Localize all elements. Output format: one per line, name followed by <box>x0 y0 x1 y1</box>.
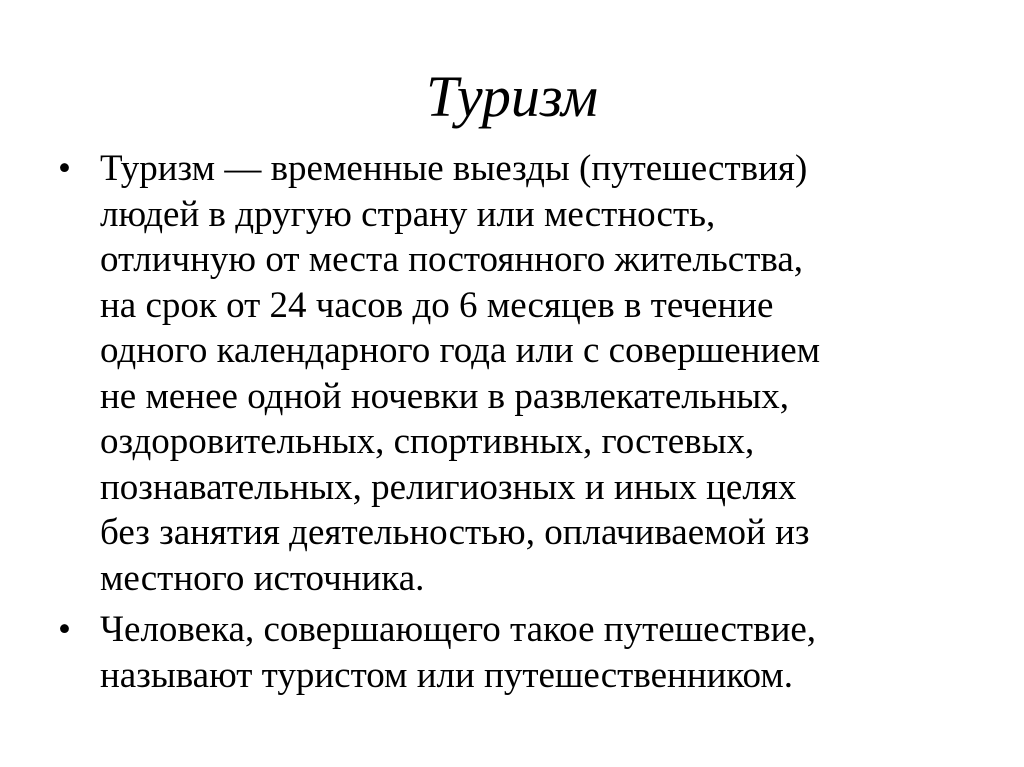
bullet-dot-icon: • <box>58 148 71 189</box>
slide-title: Туризм <box>425 64 599 129</box>
bullet-text-line: отличную от места постоянного жительства, <box>100 239 804 280</box>
bullet-list <box>58 146 958 704</box>
bullet-item-tourist <box>58 607 958 698</box>
bullet-text-line: Человека, совершающего такое путешествие, <box>100 609 817 650</box>
bullet-text-line: местного источника. <box>100 557 425 599</box>
bullet-text-line: познавательных, религиозных и иных целях <box>100 466 797 508</box>
bullet-dot-icon: • <box>58 609 71 650</box>
bullet-item-definition <box>58 146 958 601</box>
bullet-text-line: называют туристом или путешественником. <box>100 654 793 696</box>
bullet-text-line: людей в другую страну или местность, <box>100 193 716 235</box>
bullet-text-line: не менее одной ночевки в развлекательных, <box>100 375 790 417</box>
bullet-text-line: на срок от 24 часов до 6 месяцев в течение <box>100 284 774 326</box>
bullet-text-line: Туризм — временные выезды (путешествия) <box>100 148 808 189</box>
bullet-text-line: без занятия деятельностью, оплачиваемой из <box>100 512 810 553</box>
bullet-text-line: одного календарного года или с совершением <box>100 330 821 371</box>
bullet-text-line: оздоровительных, спортивных, гостевых, <box>100 421 755 462</box>
